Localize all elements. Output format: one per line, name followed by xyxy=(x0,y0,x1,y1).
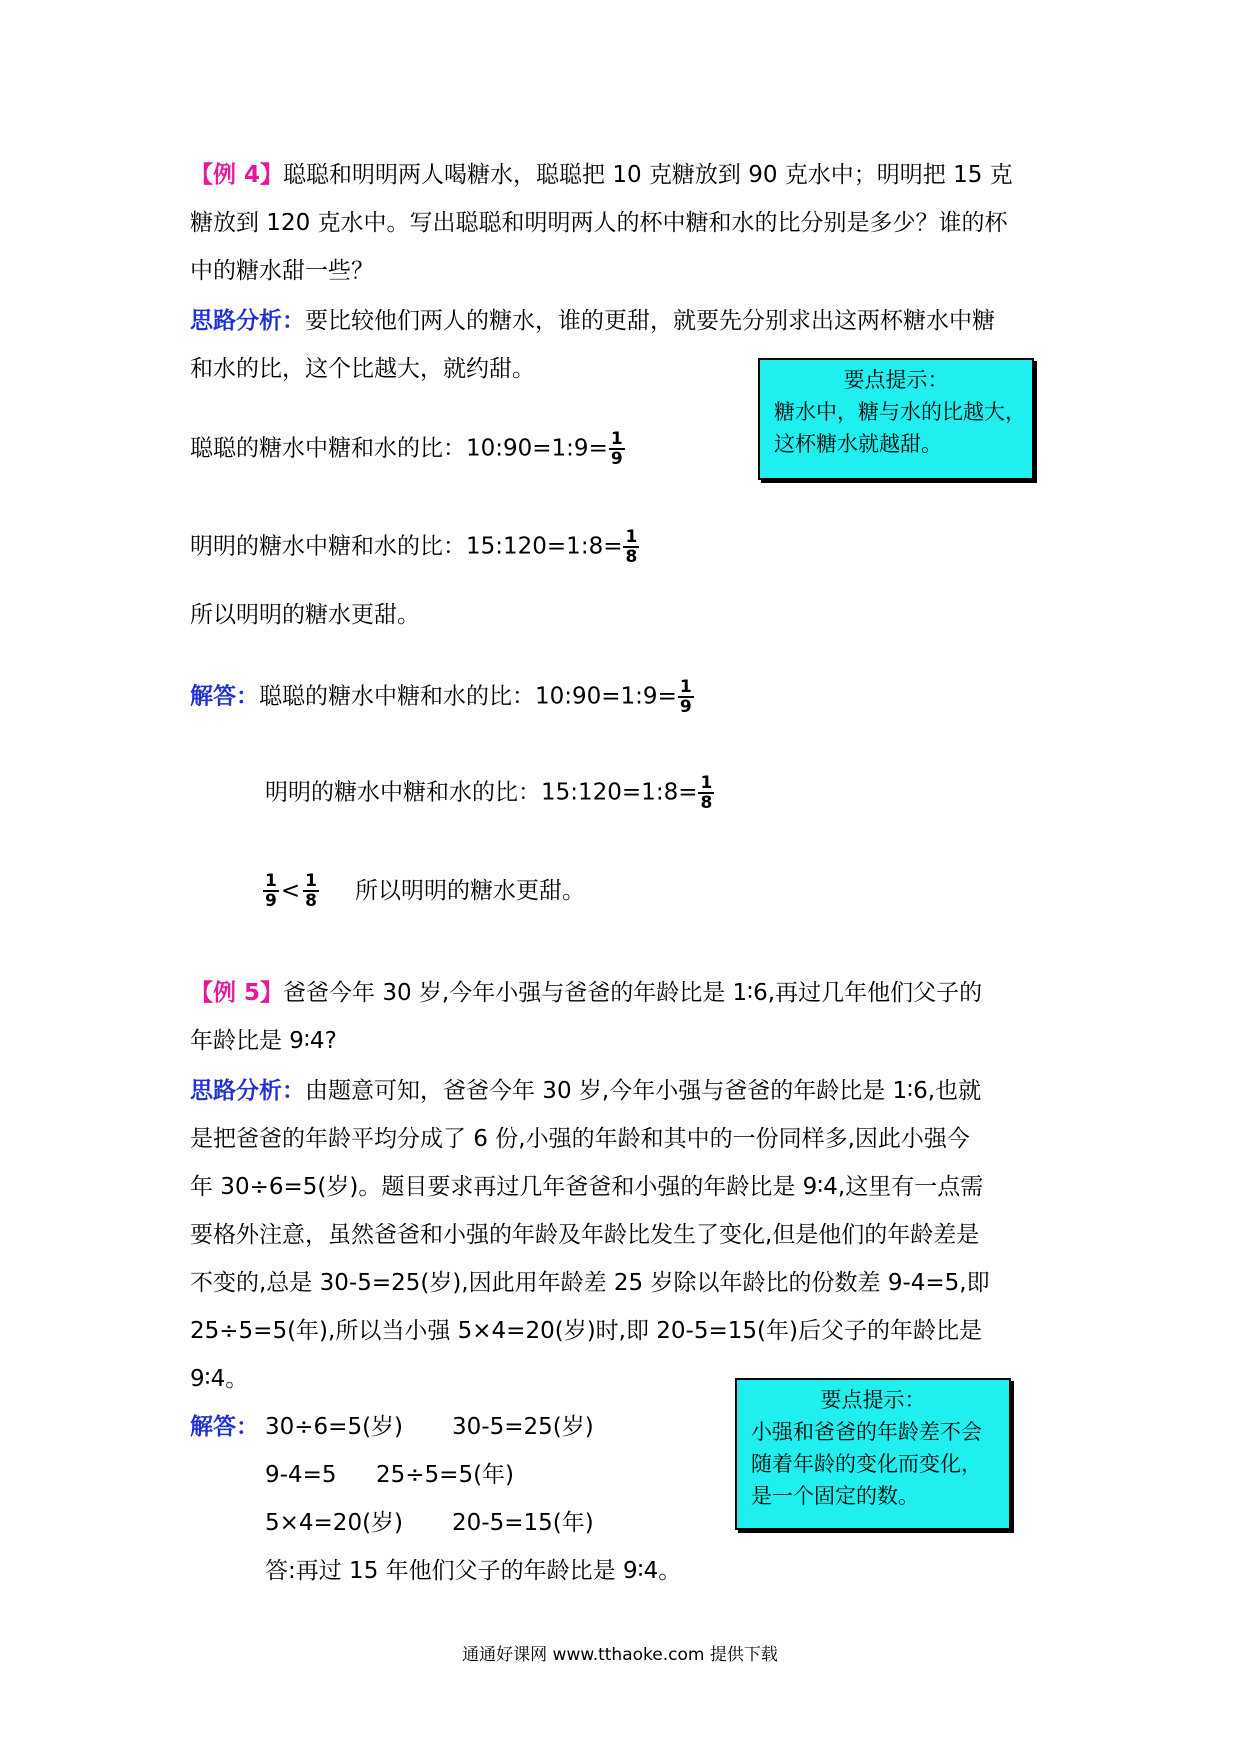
ex5-a1-text: 由题意可知，爸爸今年 30 岁,今年小强与爸爸的年龄比是 1∶6,也就 xyxy=(305,1078,982,1104)
ex5-analysis-line2: 是把爸爸的年龄平均分成了 6 份,小强的年龄和其中的一份同样多,因此小强今 xyxy=(190,1126,970,1152)
ex4-s2-text: 明明的糖水中糖和水的比：15:120=1:8= xyxy=(265,779,698,806)
ex4-a1-text: 要比较他们两人的糖水，谁的更甜，就要先分别求出这两杯糖水中糖 xyxy=(305,308,995,334)
ex4-tip-box xyxy=(758,358,1034,480)
ex5-s2a: 9-4=5 xyxy=(265,1462,337,1488)
ex5-q1-text: 爸爸今年 30 岁,今年小强与爸爸的年龄比是 1∶6,再过几年他们父子的 xyxy=(283,980,983,1006)
fraction-numerator: 1 xyxy=(305,871,317,891)
fraction-numerator: 1 xyxy=(265,871,277,891)
fraction-numerator: 1 xyxy=(610,429,623,449)
ex4-analysis-tag: 思路分析： xyxy=(190,308,305,334)
fraction-numerator: 1 xyxy=(700,773,713,793)
fraction-1-9 xyxy=(678,678,694,716)
ex4-conclusion: 所以明明的糖水更甜。 xyxy=(190,602,420,628)
ex5-s3a: 5×4=20(岁) xyxy=(265,1510,404,1536)
fraction-1-8 xyxy=(303,872,319,910)
ex4-ratio-congcong xyxy=(190,430,625,468)
ex5-s1a: 30÷6=5(岁) xyxy=(265,1414,404,1440)
less-than-sign: < xyxy=(280,877,301,904)
ex5-question-line2: 年龄比是 9∶4? xyxy=(190,1028,337,1054)
ex4-analysis-line2: 和水的比，这个比越大，就约甜。 xyxy=(190,356,535,382)
ex5-analysis-tag: 思路分析： xyxy=(190,1078,305,1104)
fraction-denominator: 8 xyxy=(625,547,638,567)
ex4-s1-text: 聪聪的糖水中糖和水的比：10:90=1:9= xyxy=(259,683,677,710)
ex4-tag: 【例 4】 xyxy=(190,162,284,188)
ex5-tag: 【例 5】 xyxy=(190,980,284,1006)
ex5-s3b: 20-5=15(年) xyxy=(452,1510,594,1536)
ex5-analysis-line7: 9∶4。 xyxy=(190,1366,249,1392)
fraction-1-9 xyxy=(263,872,279,910)
ex5-question-line1 xyxy=(190,978,982,1008)
ex5-tip-line3: 是一个固定的数。 xyxy=(751,1484,919,1508)
ex5-analysis-line5: 不变的,总是 30-5=25(岁),因此用年龄差 25 岁除以年龄比的份数差 9-4=5,即 xyxy=(190,1270,990,1296)
ex4-question-line3: 中的糖水甜一些？ xyxy=(190,258,374,284)
ex5-answer-tag: 解答： xyxy=(190,1414,259,1440)
fraction-numerator: 1 xyxy=(679,677,692,697)
ex5-s1b: 30-5=25(岁) xyxy=(452,1414,594,1440)
ex5-tip-line2: 随着年龄的变化而变化， xyxy=(751,1452,982,1476)
fraction-1-8 xyxy=(623,528,639,566)
ex4-analysis-line1 xyxy=(190,306,995,336)
page-footer: 通通好课网 www.tthaoke.com 提供下载 xyxy=(462,1645,778,1665)
ex5-s2b: 25÷5=5(年) xyxy=(376,1462,515,1488)
ex4-question-line2: 糖放到 120 克水中。写出聪聪和明明两人的杯中糖和水的比分别是多少？谁的杯 xyxy=(190,210,1008,236)
fraction-numerator: 1 xyxy=(625,527,638,547)
ex4-tip-heading: 要点提示： xyxy=(843,368,949,392)
ex4-answer-tag: 解答： xyxy=(190,683,259,710)
ex4-tip-line1: 糖水中，糖与水的比越大， xyxy=(774,400,1026,424)
ex4-tip-line2: 这杯糖水就越甜。 xyxy=(774,432,942,456)
ex5-analysis-line6: 25÷5=5(年),所以当小强 5×4=20(岁)时,即 20-5=15(年)后父子的年龄比是 xyxy=(190,1318,982,1344)
ex5-analysis-line1 xyxy=(190,1076,981,1106)
fraction-denominator: 9 xyxy=(610,449,623,469)
fraction-denominator: 8 xyxy=(700,793,713,813)
ex5-tip-heading: 要点提示： xyxy=(820,1388,926,1412)
ex4-ratio-mingming xyxy=(190,528,639,566)
fraction-1-9 xyxy=(609,430,625,468)
ex5-analysis-line4: 要格外注意，虽然爸爸和小强的年龄及年龄比发生了变化,但是他们的年龄差是 xyxy=(190,1222,980,1248)
ex4-cmp-text: 所以明明的糖水更甜。 xyxy=(354,877,585,904)
ex4-r1-text: 聪聪的糖水中糖和水的比：10:90=1:9= xyxy=(190,435,608,462)
ex5-final-answer: 答:再过 15 年他们父子的年龄比是 9∶4。 xyxy=(265,1558,682,1584)
ex4-answer-line2 xyxy=(265,774,714,812)
fraction-1-8 xyxy=(698,774,714,812)
ex4-q1-text: 聪聪和明明两人喝糖水，聪聪把 10 克糖放到 90 克水中；明明把 15 克 xyxy=(283,162,1013,188)
ex4-question-line1 xyxy=(190,160,1013,190)
ex5-tip-line1: 小强和爸爸的年龄差不会 xyxy=(751,1420,982,1444)
ex4-answer-line1 xyxy=(190,678,694,716)
ex5-analysis-line3: 年 30÷6=5(岁)。题目要求再过几年爸爸和小强的年龄比是 9∶4,这里有一点需 xyxy=(190,1174,984,1200)
ex5-answer-line1 xyxy=(190,1412,259,1442)
fraction-denominator: 9 xyxy=(265,891,277,911)
fraction-denominator: 8 xyxy=(305,891,317,911)
fraction-denominator: 9 xyxy=(679,697,692,717)
ex5-tip-box xyxy=(735,1378,1011,1530)
ex4-answer-compare xyxy=(262,872,585,910)
ex4-r2-text: 明明的糖水中糖和水的比：15:120=1:8= xyxy=(190,533,623,560)
